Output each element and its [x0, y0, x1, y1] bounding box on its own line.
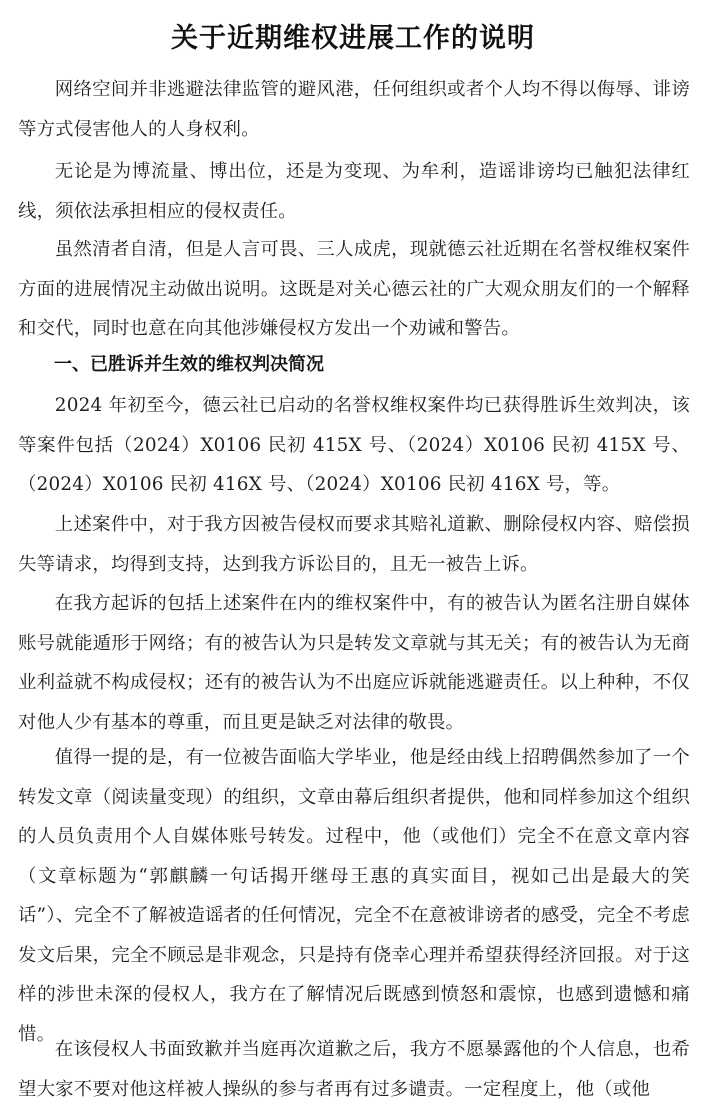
section-heading: 一、已胜诉并生效的维权判决简况: [54, 354, 324, 375]
paragraph-intro-3: 虽然清者自清，但是人言可畏、三人成虎，现就德云社近期在名誉权维权案件方面的进展情况主动做出说明。这既是对关心德云社的广大观众朋友们的一个解释和交代，同时也意在向其他涉嫌侵权方发出一个劝诫和警告。: [18, 239, 690, 339]
paragraph-judgments: 2024 年初至今，德云社已启动的名誉权维权案件均已获得胜诉生效判决，该等案件包括（2024）X0106 民初 415X 号、（2024）X0106 民初 415X 号、（2024）X0106 民初 416X 号、（2024）X0106 民初 416X 号，等。: [18, 395, 690, 495]
paragraph-apology: 在该侵权人书面致歉并当庭再次道歉之后，我方不愿暴露他的个人信息，也希望大家不要对他这样被人操纵的参与者再有过多谴责。一定程度上，他（或他: [18, 1039, 690, 1100]
paragraph-intro-2: 无论是为博流量、博出位，还是为变现、为牟利，造谣诽谤均已触犯法律红线，须依法承担相应的侵权责任。: [18, 161, 690, 222]
document-title: 关于近期维权进展工作的说明: [171, 23, 535, 54]
paragraph-claims-supported: 上述案件中，对于我方因被告侵权而要求其赔礼道歉、删除侵权内容、赔偿损失等请求，均得到支持，达到我方诉讼目的，且无一被告上诉。: [18, 514, 690, 575]
paragraph-student-defendant: 值得一提的是，有一位被告面临大学毕业，他是经由线上招聘偶然参加了一个转发文章（阅读量变现）的组织，文章由幕后组织者提供，他和同样参加这个组织的人员负责用个人自媒体账号转发。过程中，他（或他们）完全不在意文章内容（文章标题为“郭麒麟一句话揭开继母王惠的真实面目，视如己出是最大的笑话”）、完全不了解被造谣者的任何情况，完全不在意被诽谤者的感受，完全不考虑发文后果，完全不顾忌是非观念，只是持有侥幸心理并希望获得经济回报。对于这样的涉世未深的侵权人，我方在了解情况后既感到愤怒和震惊，也感到遗憾和痛惜。: [18, 747, 690, 1045]
paragraph-intro-1: 网络空间并非逃避法律监管的避风港，任何组织或者个人均不得以侮辱、诽谤等方式侵害他人的人身权利。: [18, 79, 690, 140]
paragraph-defendant-attitudes: 在我方起诉的包括上述案件在内的维权案件中，有的被告认为匿名注册自媒体账号就能遁形于网络；有的被告认为只是转发文章就与其无关；有的被告认为无商业利益就不构成侵权；还有的被告认为不出庭应诉就能逃避责任。以上种种，不仅对他人少有基本的尊重，而且更是缺乏对法律的敬畏。: [18, 593, 690, 733]
